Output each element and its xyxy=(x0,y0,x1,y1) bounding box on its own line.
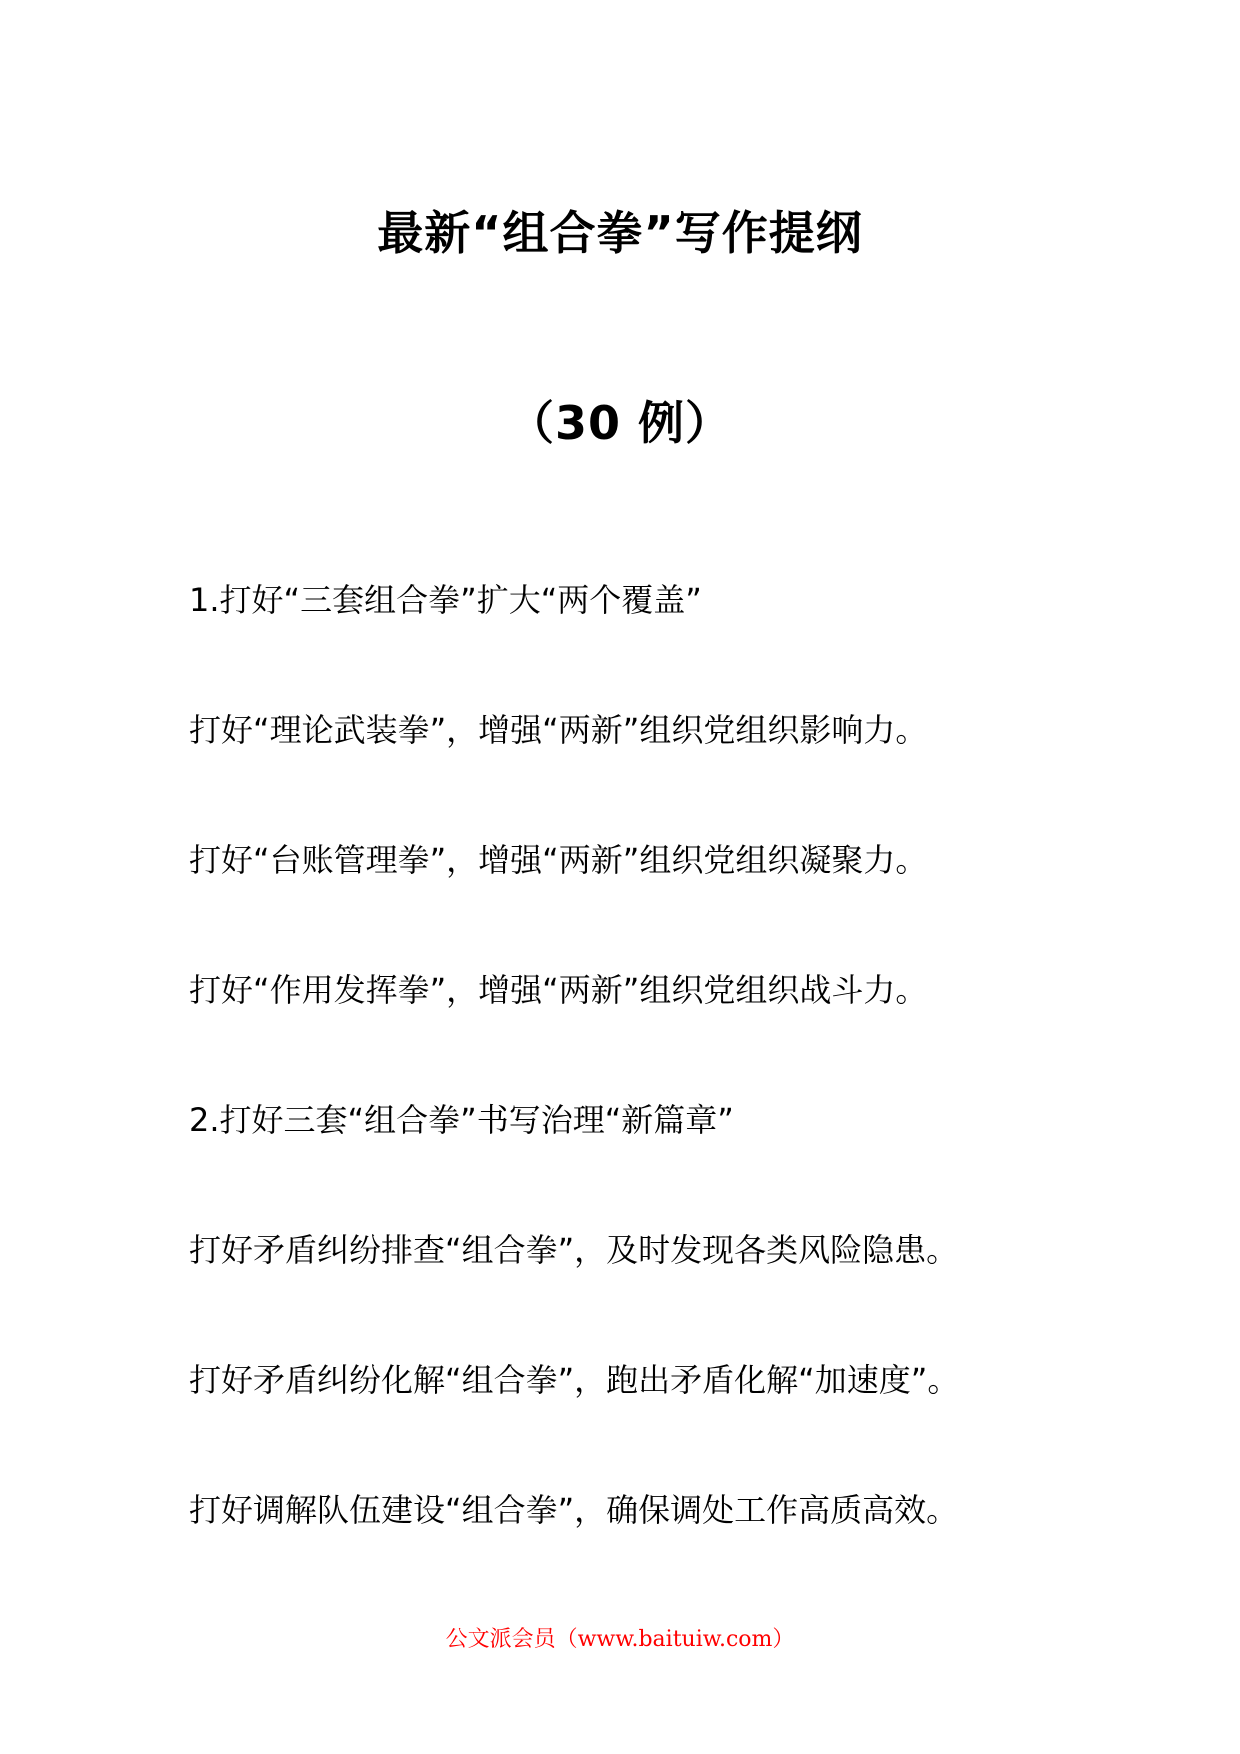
paragraph-4: 打好矛盾纠纷排查“组合拳”，及时发现各类风险隐患。 xyxy=(189,1231,959,1269)
paragraph-2: 打好“台账管理拳”，增强“两新”组织党组织凝聚力。 xyxy=(189,841,928,879)
paragraph-3: 打好“作用发挥拳”，增强“两新”组织党组织战斗力。 xyxy=(189,971,928,1009)
paragraph-6: 打好调解队伍建设“组合拳”，确保调处工作高质高效。 xyxy=(189,1491,959,1529)
footer-watermark: 公文派会员（www.baituiw.com） xyxy=(445,1627,795,1652)
document-subtitle: （30 例） xyxy=(507,396,733,450)
heading-1: 1.打好“三套组合拳”扩大“两个覆盖” xyxy=(189,581,702,619)
paragraph-5: 打好矛盾纠纷化解“组合拳”，跑出矛盾化解“加速度”。 xyxy=(189,1361,960,1399)
heading-2: 2.打好三套“组合拳”书写治理“新篇章” xyxy=(189,1101,734,1139)
paragraph-1: 打好“理论武装拳”，增强“两新”组织党组织影响力。 xyxy=(189,711,928,749)
document-title: 最新“组合拳”写作提纲 xyxy=(377,206,863,260)
